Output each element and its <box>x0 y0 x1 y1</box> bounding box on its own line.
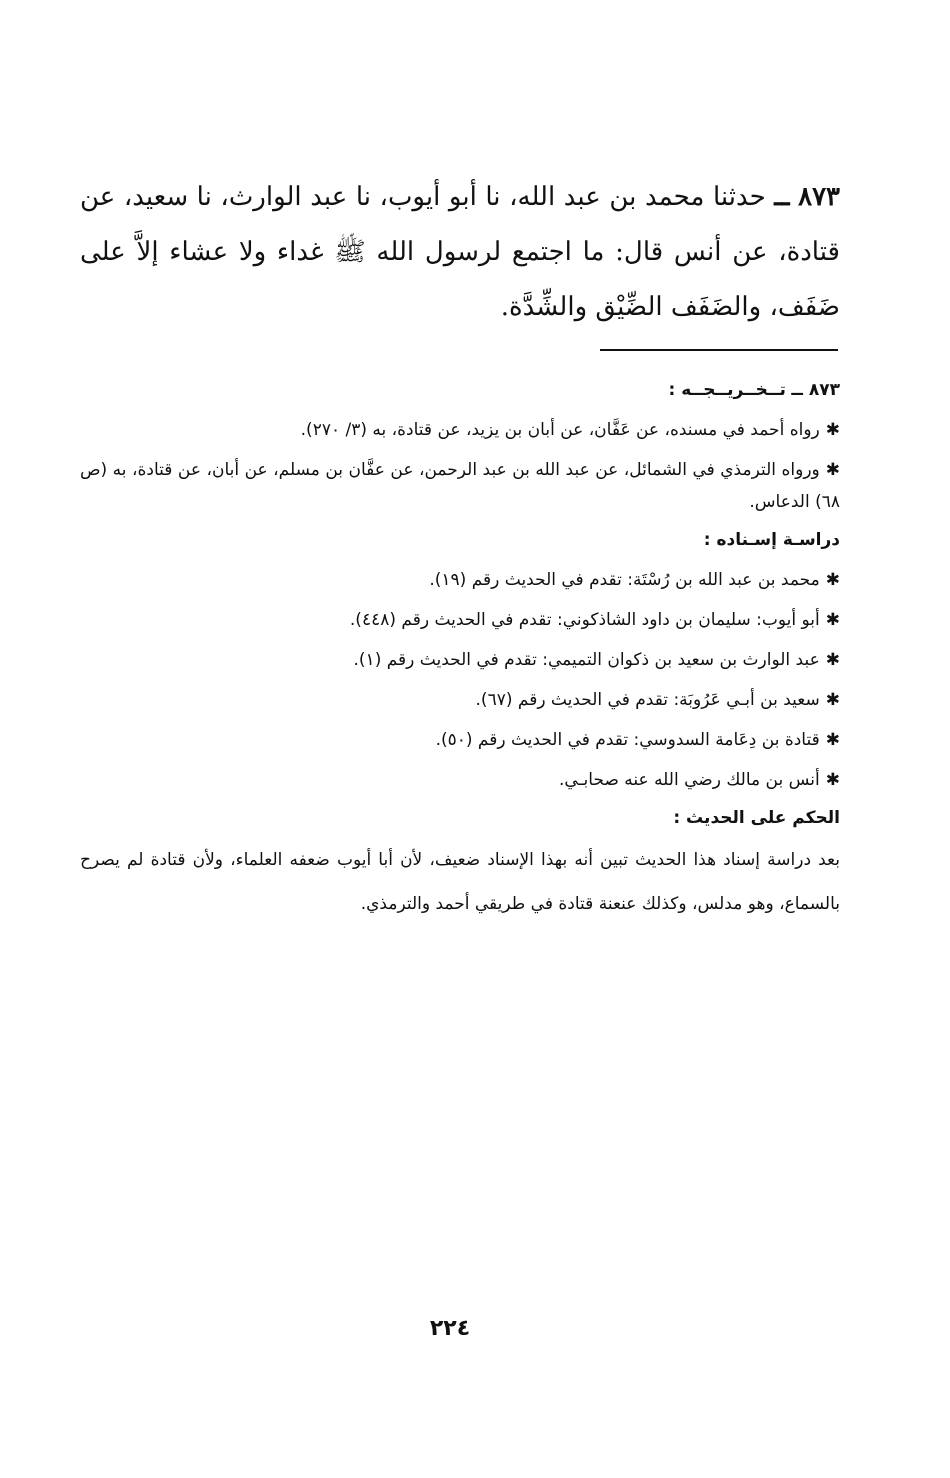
narrator-text: سعيد بن أبـي عَرُوبَة: تقدم في الحديث رقم (٦٧). <box>475 690 820 710</box>
asterisk-icon: ✱ <box>825 460 840 480</box>
asterisk-icon: ✱ <box>825 610 840 630</box>
asterisk-icon: ✱ <box>825 730 840 750</box>
takhrij-item-text: ورواه الترمذي في الشمائل، عن عبد الله بن عبد الرحمن، عن عفَّان بن مسلم، عن أبان، عن قتادة، به (ص ٦٨) الدعاس. <box>80 460 840 512</box>
isnad-heading: دراسـة إسـناده : <box>703 530 840 550</box>
asterisk-icon: ✱ <box>825 770 840 790</box>
asterisk-icon: ✱ <box>825 570 840 590</box>
asterisk-icon: ✱ <box>825 420 840 440</box>
takhrij-number: ٨٧٣ ــ <box>791 380 840 400</box>
takhrij-heading <box>80 374 840 406</box>
hadith-body: حدثنا محمد بن عبد الله، نا أبو أيوب، نا عبد الوارث، نا سعيد، عن قتادة، عن أنس قال: ما اجتمع لرسول الله ﷺ غداء ولا عشاء إلاَّ على ضَفَف، والضَفَف الضِّيْق والشِّدَّة. <box>80 182 840 322</box>
narrator-text: عبد الوارث بن سعيد بن ذكوان التميمي: تقدم في الحديث رقم (١). <box>353 650 820 670</box>
narrator-item <box>80 724 840 756</box>
narrator-item <box>80 644 840 676</box>
footnotes <box>80 374 840 926</box>
narrator-text: قتادة بن دِعَامة السدوسي: تقدم في الحديث رقم (٥٠). <box>435 730 820 750</box>
narrator-text: أبو أيوب: سليمان بن داود الشاذكوني: تقدم في الحديث رقم (٤٤٨). <box>349 610 820 630</box>
takhrij-title: تــخــريــجــه : <box>668 380 786 400</box>
narrator-text: أنس بن مالك رضي الله عنه صحابـي. <box>559 770 820 790</box>
ruling-text: بعد دراسة إسناد هذا الحديث تبين أنه بهذا الإسناد ضعيف، لأن أبا أيوب ضعفه العلماء، ولأن قتادة لم يصرح بالسماع، وهو مدلس، وكذلك عنعنة قتادة في طريقي أحمد والترمذي. <box>80 850 840 914</box>
page-number: ٢٢٤ <box>429 1316 471 1341</box>
narrator-item <box>80 684 840 716</box>
footnote-separator <box>600 349 838 351</box>
asterisk-icon: ✱ <box>825 650 840 670</box>
hadith-dash: ــ <box>774 182 790 212</box>
narrator-list <box>80 564 840 796</box>
hadith-text-block <box>80 170 840 335</box>
narrator-text: محمد بن عبد الله بن رُسْتَة: تقدم في الحديث رقم (١٩). <box>429 570 820 590</box>
narrator-item <box>80 564 840 596</box>
takhrij-item <box>80 454 840 518</box>
narrator-item <box>80 764 840 796</box>
narrator-item <box>80 604 840 636</box>
hadith-number: ٨٧٣ <box>798 182 841 212</box>
ruling-heading: الحكم على الحديث : <box>673 808 840 828</box>
takhrij-item-text: رواه أحمد في مسنده، عن عَفَّان، عن أبان بن يزيد، عن قتادة، به (٣/ ٢٧٠). <box>300 420 820 440</box>
asterisk-icon: ✱ <box>825 690 840 710</box>
takhrij-item <box>80 414 840 446</box>
